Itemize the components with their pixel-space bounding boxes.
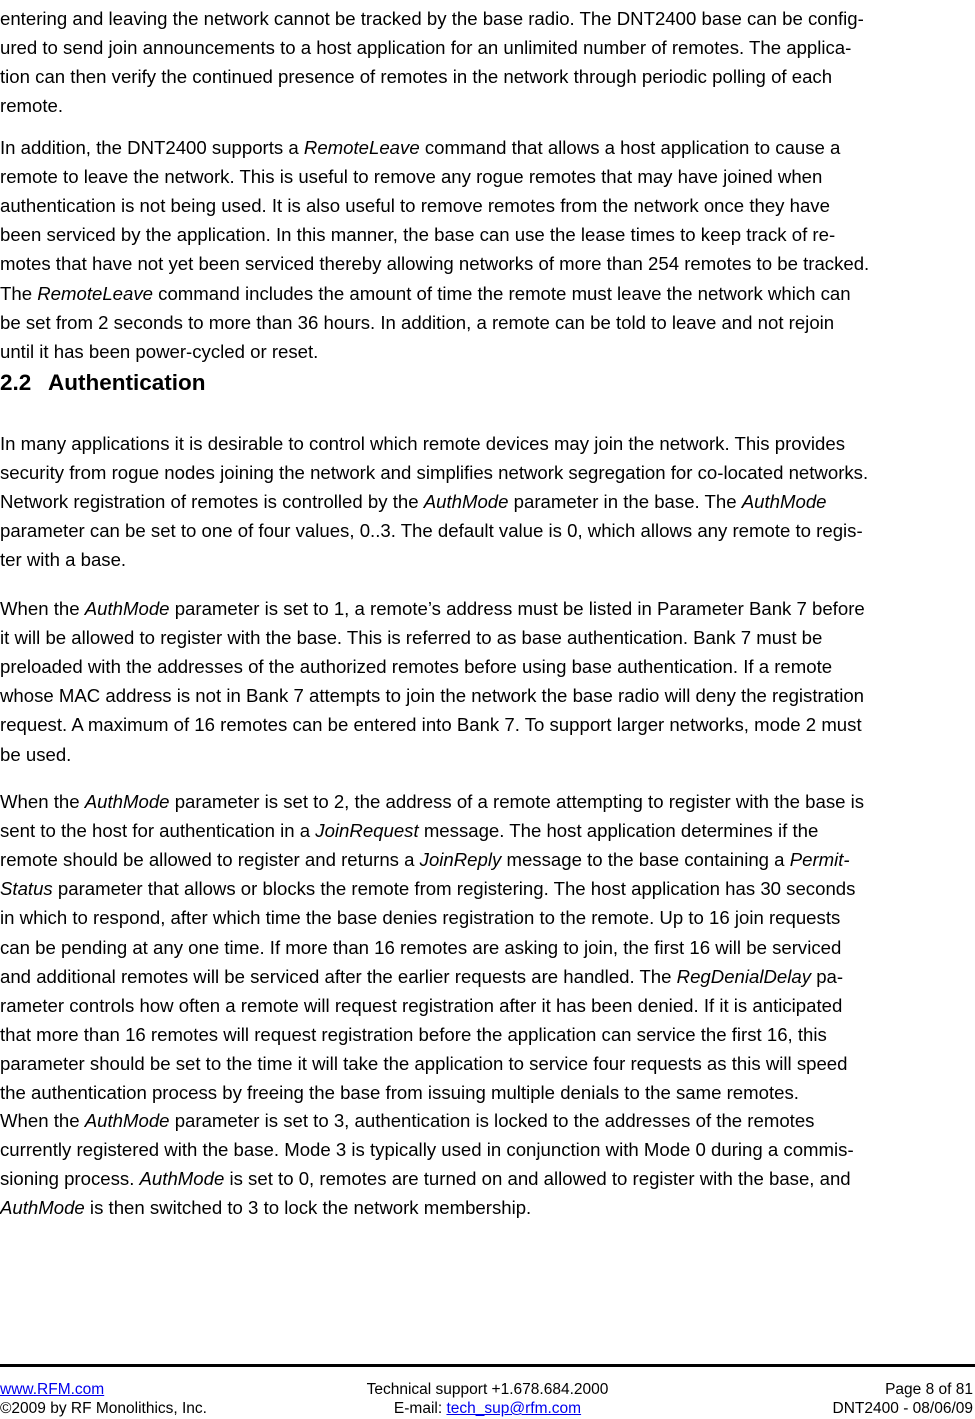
text-line: sioning process. AuthMode is set to 0, remotes are turned on and allowed to register with the base, and: [0, 1168, 851, 1190]
text-line: and additional remotes will be serviced after the earlier requests are handled. The RegDenialDelay pa-: [0, 965, 844, 987]
text-line: parameter can be set to one of four values, 0..3. The default value is 0, which allows any remote to regis-: [0, 520, 863, 542]
footer-divider: [0, 1364, 975, 1367]
text-line: the authentication process by freeing the base from issuing multiple denials to the same remotes.: [0, 1082, 799, 1103]
parameter-name: AuthMode: [139, 1168, 225, 1190]
text-line: remote to leave the network. This is useful to remove any rogue remotes that may have joined when: [0, 166, 823, 188]
parameter-name: AuthMode: [84, 791, 170, 812]
text-line: Network registration of remotes is controlled by the AuthMode parameter in the base. The AuthMode: [0, 491, 827, 513]
text-line: When the AuthMode parameter is set to 2, the address of a remote attempting to register with the base is: [0, 791, 865, 812]
text-line: it will be allowed to register with the base. This is referred to as base authentication. Bank 7 must be: [0, 627, 823, 649]
text-line: When the AuthMode parameter is set to 3, authentication is locked to the addresses of the remotes: [0, 1110, 815, 1131]
text-line: sent to the host for authentication in a JoinRequest message. The host application determines if the: [0, 820, 819, 842]
parameter-name: AuthMode: [423, 491, 509, 513]
parameter-name: AuthMode: [741, 491, 827, 513]
text-line: The RemoteLeave command includes the amount of time the remote must leave the network which can: [0, 282, 851, 304]
parameter-name: RemoteLeave: [303, 137, 420, 158]
text-line: tion can then verify the continued presence of remotes in the network through periodic polling of each: [0, 66, 833, 88]
copyright-text: ©2009 by RF Monolithics, Inc.: [0, 1400, 207, 1417]
text-line: When the AuthMode parameter is set to 1, a remote’s address must be listed in Parameter Bank 7 before: [0, 598, 865, 619]
parameter-name: AuthMode: [84, 1110, 170, 1131]
support-phone: Technical support +1.678.684.2000: [366, 1381, 609, 1398]
doc-revision: DNT2400 - 08/06/09: [832, 1400, 973, 1417]
website-link[interactable]: www.RFM.com: [0, 1381, 105, 1398]
text-line: security from rogue nodes joining the network and simplifies network segregation for co-located networks.: [0, 462, 869, 484]
text-line: Status parameter that allows or blocks the remote from registering. The host application has 30 seconds: [0, 878, 856, 900]
parameter-name: AuthMode: [0, 1197, 85, 1219]
text-line: currently registered with the base. Mode 3 is typically used in conjunction with Mode 0 during a commis-: [0, 1139, 854, 1161]
text-line: whose MAC address is not in Bank 7 attempts to join the network the base radio will deny the registration: [0, 685, 865, 707]
parameter-name: AuthMode: [84, 598, 170, 619]
section-title: Authentication: [48, 370, 206, 395]
page-number: Page 8 of 81: [885, 1381, 973, 1398]
text-line: rameter controls how often a remote will request registration after it has been denied. If it is anticipated: [0, 994, 843, 1016]
text-line: parameter should be set to the time it will take the application to service four requests as this will speed: [0, 1052, 848, 1074]
text-line: ured to send join announcements to a host application for an unlimited number of remotes. The applica-: [0, 37, 852, 59]
email-link[interactable]: tech_sup@rfm.com: [446, 1400, 582, 1417]
parameter-name: Permit-: [789, 849, 850, 871]
text-line: until it has been power-cycled or reset.: [0, 340, 319, 362]
parameter-name: Status: [0, 878, 53, 900]
text-line: remote should be allowed to register and returns a JoinReply message to the base containing a Permit-: [0, 849, 850, 871]
text-line: ter with a base.: [0, 549, 127, 571]
text-line: In addition, the DNT2400 supports a RemoteLeave command that allows a host application to cause a: [0, 137, 841, 158]
text-line: AuthMode is then switched to 3 to lock the network membership.: [0, 1197, 532, 1219]
text-line: remote.: [0, 95, 64, 117]
text-line: been serviced by the application. In this manner, the base can use the lease times to keep track of re-: [0, 224, 836, 246]
parameter-name: JoinReply: [419, 849, 502, 871]
section-number: 2.2: [0, 370, 32, 395]
support-email-line: [0, 1399, 975, 1419]
parameter-name: RemoteLeave: [37, 282, 153, 304]
parameter-name: JoinRequest: [315, 820, 419, 842]
text-line: request. A maximum of 16 remotes can be entered into Bank 7. To support larger networks, mode 2 must: [0, 714, 862, 736]
email-label: E-mail:: [393, 1400, 447, 1417]
text-line: in which to respond, after which time the base denies registration to the remote. Up to 16 join requests: [0, 907, 841, 929]
text-line: entering and leaving the network cannot be tracked by the base radio. The DNT2400 base can be config-: [0, 8, 864, 29]
text-line: preloaded with the addresses of the authorized remotes before using base authentication. If a remote: [0, 656, 833, 678]
text-line: be used.: [0, 743, 72, 765]
parameter-name: RegDenialDelay: [676, 965, 812, 987]
text-line: can be pending at any one time. If more than 16 remotes are asking to join, the first 16 will be serviced: [0, 936, 842, 958]
text-line: that more than 16 remotes will request registration before the application can service the first 16, this: [0, 1023, 827, 1045]
text-line: In many applications it is desirable to control which remote devices may join the network. This provides: [0, 433, 846, 454]
text-line: authentication is not being used. It is also useful to remove remotes from the network once they have: [0, 195, 830, 217]
text-line: motes that have not yet been serviced thereby allowing networks of more than 254 remotes to be tracked.: [0, 253, 870, 275]
text-line: be set from 2 seconds to more than 36 hours. In addition, a remote can be told to leave and not rejoin: [0, 311, 835, 333]
section-heading: [0, 370, 206, 396]
